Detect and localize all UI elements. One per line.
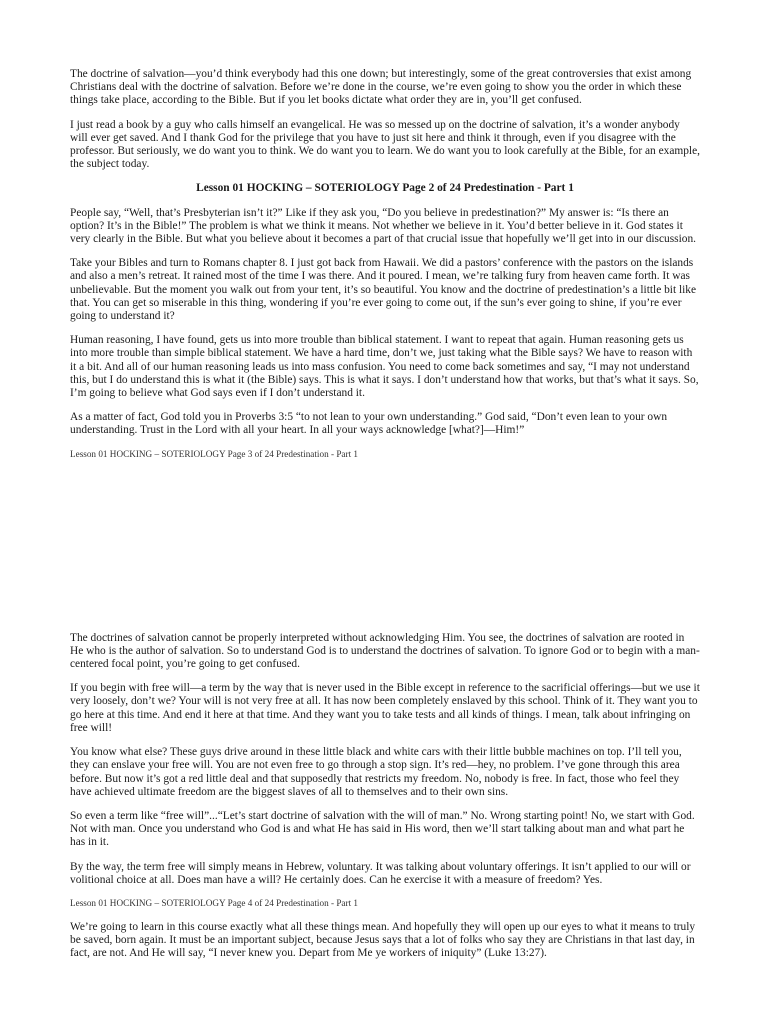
paragraph: Human reasoning, I have found, gets us into more trouble than biblical statement. I want to repeat that again. Human reasoning gets us into more trouble than simple biblical statement. We have a hard time, don’t we, just taking what the Bible says? We have to reason with it a bit. And all of our human reasoning leads us into mass confusion. You need to come back sometimes and say, “I may not understand this, but I do understand this is what it (the Bible) says. This is what it says. I don’t understand how that works, but that’s what it says. So, I’m going to believe what God says even if I don’t understand it. [70, 334, 699, 400]
document-page [70, 68, 700, 972]
paragraph: So even a term like “free will”...“Let’s start doctrine of salvation with the will of man.” No. Wrong starting point! No, we start with God. Not with man. Once you understand who God is and what He has said in His word, then we’ll start talking about man and what part he has in it. [70, 809, 695, 849]
paragraph: We’re going to learn in this course exactly what all these things mean. And hopefully they will open up our eyes to what it means to truly be saved, born again. It must be an important subject, because Jesus says that a lot of folks who say they are Christians in that last day, in fact, are not. And He will say, “I never knew you. Depart from Me ye workers of iniquity” (Luke 13:27). [70, 920, 696, 960]
paragraph: The doctrines of salvation cannot be properly interpreted without acknowledging Him. You see, the doctrines of salvation are rooted in He who is the author of salvation. So to understand God is to understand the doctrines of salvation. To ignore God or to begin with a man-centered focal point, you’re going to get confused. [70, 631, 700, 671]
paragraph: People say, “Well, that’s Presbyterian isn’t it?” Like if they ask you, “Do you believe in predestination?” My answer is: “Is there an option? It’s in the Bible!” The problem is what we think it means. Not whether we believe in it. You’d better believe in it. God states it very clearly in the Bible. But what you believe about it becomes a part of that crucial issue that hopefully we’ll get into in our discussion. [70, 206, 697, 246]
page-heading: Lesson 01 HOCKING – SOTERIOLOGY Page 2 of 24 Predestination - Part 1 [196, 182, 574, 195]
paragraph: As a matter of fact, God told you in Proverbs 3:5 “to not lean to your own understanding.” God said, “Don’t even lean to your own understanding. Trust in the Lord with all your heart. In all your ways acknowledge [what?]—Him!” [70, 411, 668, 437]
paragraph: By the way, the term free will simply means in Hebrew, voluntary. It was talking about voluntary offerings. It isn’t applied to our will or volitional choice at all. Does man have a will? He certainly does. Can he exercise it with a measure of freedom? Yes. [70, 860, 691, 886]
page-footer: Lesson 01 HOCKING – SOTERIOLOGY Page 4 of 24 Predestination - Part 1 [70, 897, 359, 908]
paragraph: Take your Bibles and turn to Romans chapter 8. I just got back from Hawaii. We did a pastors’ conference with the pastors on the islands and also a men’s retreat. It rained most of the time I was there. And it poured. I mean, we’re talking fury from heaven came forth. It was unbelievable. But the moment you walk out from your tent, it’s so beautiful. You know and the doctrine of predestination’s a little bit like that. You can get so miserable in this thing, wondering if you’re ever going to come out, if the sun’s ever going to shine, if you’re ever going to understand it? [70, 257, 697, 323]
paragraph: You know what else? These guys drive around in these little black and white cars with their little bubble machines on top. I’ll tell you, they can enslave your free will. You are not even free to go through a stop sign. It’s red—hey, no problem. I’ve gone through this area before. But now it’s got a red little deal and that supposedly that restricts my freedom. No, nobody is free. In fact, those who feel they have achieved ultimate freedom are the biggest slaves of all to themselves and to their own sins. [70, 746, 682, 798]
paragraph: The doctrine of salvation—you’d think everybody had this one down; but interestingly, some of the great controversies that exist among Christians deal with the doctrine of salvation. Before we’re done in the course, we’re even going to show you the order in which these things take place, according to the Bible. But if you let books dictate what order they are in, you’ll get confused. [70, 68, 692, 107]
paragraph: If you begin with free will—a term by the way that is never used in the Bible except in reference to the sacrificial offerings—but we use it very loosely, don’t we? Your will is not very free at all. It has now been completely enslaved by this school. Think of it. They want you to go here at this time. And end it here at that time. And they want you to take tests and all kinds of things. I mean, talk about infringing on free will! [70, 682, 700, 734]
paragraph: I just read a book by a guy who calls himself an evangelical. He was so messed up on the doctrine of salvation, it’s a wonder anybody will ever get saved. And I thank God for the privilege that you have to just sit here and think it through, even if you disagree with the professor. But seriously, we do want you to think. We do want you to learn. We do want you to look carefully at the Bible, for an example, the subject today. [70, 118, 701, 171]
blank-gap [70, 472, 700, 632]
page-footer: Lesson 01 HOCKING – SOTERIOLOGY Page 3 of 24 Predestination - Part 1 [70, 448, 359, 459]
